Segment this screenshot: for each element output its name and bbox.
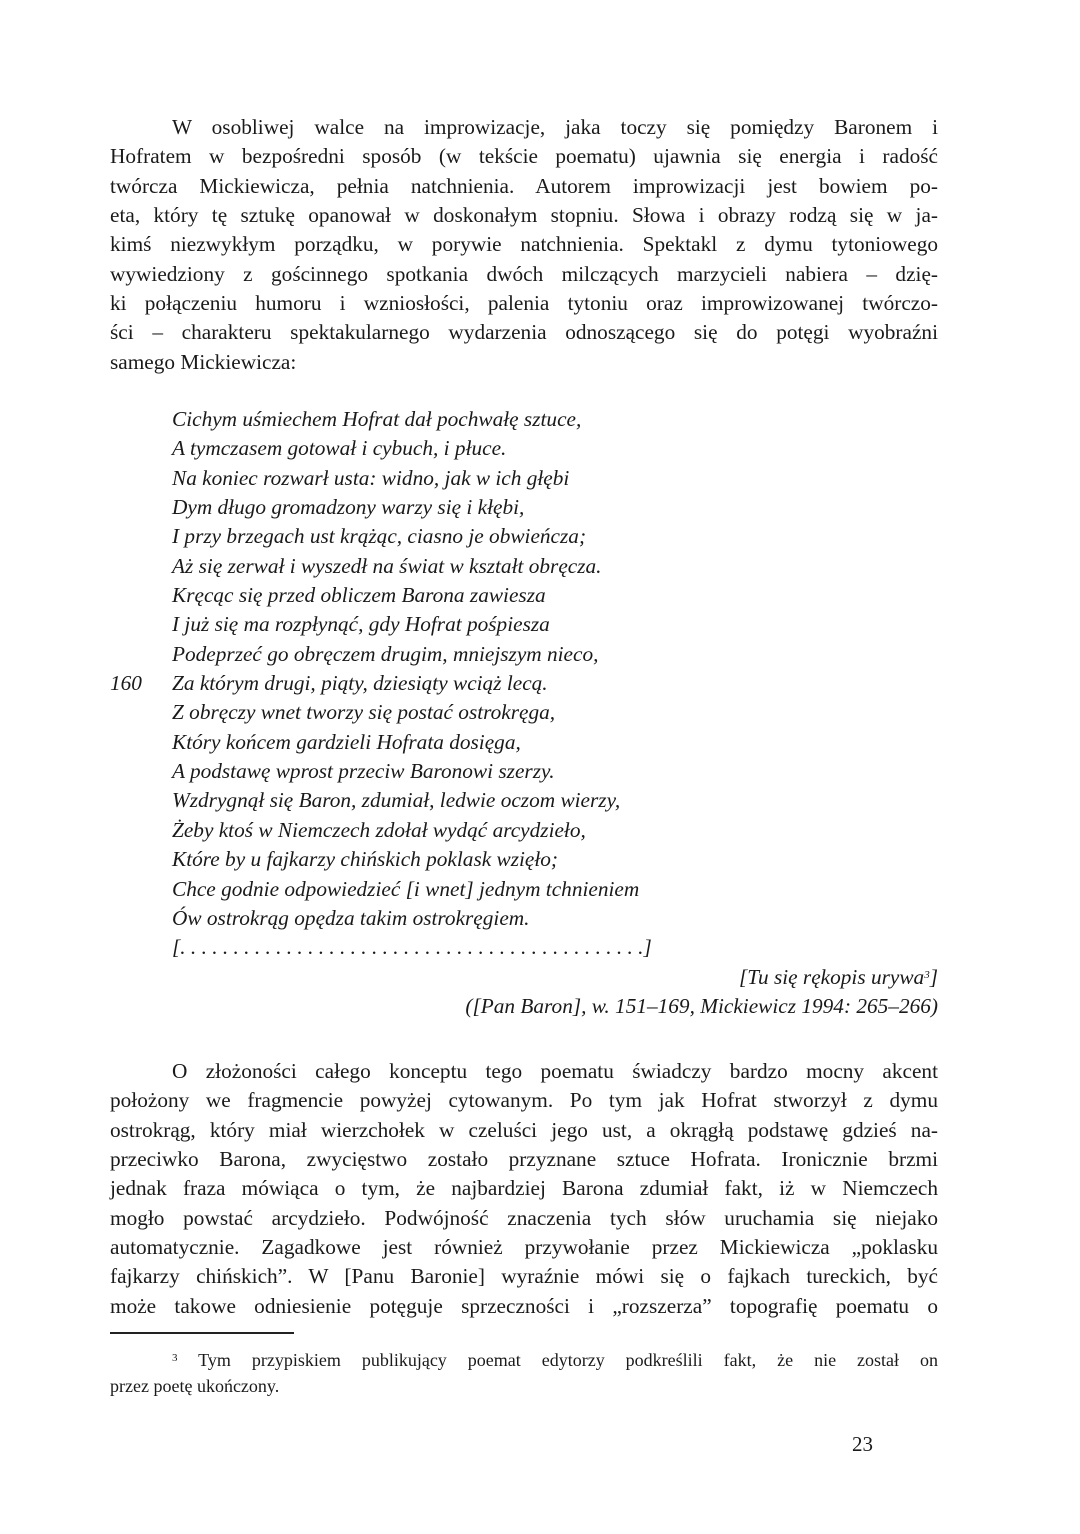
- poem-line: [110, 405, 938, 434]
- text-line: mogło powstać arcydzieło. Podwójność znaczenia tych słów uruchamia się niejako: [110, 1205, 938, 1230]
- poem-line-text: A podstawę wprost przeciw Baronowi szerzy.: [172, 759, 555, 784]
- text-line: może takowe odniesienie potęguje sprzeczności i „rozszerza” topografię poematu o: [110, 1293, 938, 1318]
- paragraph-1: [110, 113, 938, 377]
- text-line: fajkarzy chińskich”. W [Panu Baronie] wyraźnie mówi się o fajkach tureckich, być: [110, 1264, 938, 1289]
- poem-line: [110, 552, 938, 581]
- poem-line-text: Wzdrygnął się Baron, zdumiał, ledwie oczom wierzy,: [172, 788, 621, 813]
- footnote-ref: 3: [924, 968, 930, 981]
- poem-line-text: Na koniec rozwarł usta: widno, jak w ich głębi: [172, 465, 570, 490]
- text-line: samego Mickiewicza:: [110, 349, 297, 374]
- poem-line-text: Ów ostrokrąg opędza takim ostrokręgiem.: [172, 905, 530, 930]
- poem-line-text: I już się ma rozpłynąć, gdy Hofrat pośpiesza: [172, 612, 550, 637]
- poem-line-text: Dym długo gromadzony warzy się i kłębi,: [172, 495, 525, 520]
- footnote-divider: [110, 1332, 294, 1334]
- poem-line-text: Który końcem gardzieli Hofrata dosięga,: [172, 729, 521, 754]
- poem-line: [110, 640, 938, 669]
- poem-line: [110, 816, 938, 845]
- poem-line: [110, 786, 938, 815]
- text-line: przeciwko Barona, zwycięstwo zostało przyznane sztuce Hofrata. Ironicznie brzmi: [110, 1147, 938, 1172]
- poem-line: [110, 845, 938, 874]
- line-number: 160: [110, 671, 142, 696]
- poem-line-text: Kręcąc się przed obliczem Barona zawiesza: [172, 583, 546, 608]
- text-line: wywiedziony z gościnnego spotkania dwóch milczących marzycieli nabiera – dzię-: [110, 261, 938, 286]
- poem-line-text: Podeprzeć go obręczem drugim, mniejszym nieco,: [172, 641, 599, 666]
- paragraph-2: [110, 1057, 938, 1321]
- poem-line: [110, 875, 938, 904]
- text-line: ści – charakteru spektakularnego wydarzenia odnoszącego się do potęgi wyobraźni: [110, 320, 938, 345]
- note-close: ]: [929, 964, 938, 989]
- poem-line: [110, 698, 938, 727]
- footnote-line: [110, 1347, 938, 1373]
- manuscript-note: [110, 963, 938, 992]
- poem-quote: [110, 405, 938, 1021]
- poem-line-text: Chce godnie odpowiedzieć [i wnet] jednym tchnieniem: [172, 876, 640, 901]
- poem-line-text: I przy brzegach ust krążąc, ciasno je obwieńcza;: [172, 524, 587, 549]
- poem-line-text: Z obręczy wnet tworzy się postać ostrokręga,: [172, 700, 556, 725]
- text-line: ostrokrąg, który miał wierzchołek w czeluści jego ust, a okrągłą podstawę gdzieś na-: [110, 1117, 938, 1142]
- page-number: 23: [852, 1432, 873, 1456]
- text-line: ki połączeniu humoru i wzniosłości, palenia tytoniu oraz improwizowanej twórczo-: [110, 291, 938, 316]
- footnote-text: Tym przypiskiem publikujący poemat edytorzy podkreślili fakt, że nie został on: [177, 1350, 938, 1370]
- poem-line: [110, 933, 938, 962]
- text-line: twórcza Mickiewicza, pełnia natchnienia. Autorem improwizacji jest bowiem po-: [110, 173, 938, 198]
- text-line: kimś niezwykłym porządku, w porywie natchnienia. Spektakl z dymu tytoniowego: [110, 232, 938, 257]
- poem-line-text: A tymczasem gotował i cybuch, i płuce.: [172, 436, 507, 461]
- text-line: eta, który tę sztukę opanował w doskonałym stopniu. Słowa i obrazy rodzą się w ja-: [110, 203, 938, 228]
- text-line: położony we fragmencie powyżej cytowanym. Po tym jak Hofrat stworzył z dymu: [110, 1088, 938, 1113]
- poem-line: [110, 757, 938, 786]
- poem-line: [110, 581, 938, 610]
- poem-line-text: Żeby ktoś w Niemczech zdołał wydąć arcydzieło,: [172, 817, 586, 842]
- note-text: [Tu się rękopis urywa: [739, 964, 925, 989]
- poem-line-text: Za którym drugi, piąty, dziesiąty wciąż lecą.: [172, 671, 548, 696]
- poem-line: [110, 464, 938, 493]
- poem-line: [110, 610, 938, 639]
- text-line: automatycznie. Zagadkowe jest również przywołanie przez Mickiewicza „poklasku: [110, 1235, 938, 1260]
- poem-line: [110, 728, 938, 757]
- poem-line-text: Które by u fajkarzy chińskich poklask wzięło;: [172, 847, 559, 872]
- text-line: Hofratem w bezpośredni sposób (w tekście poematu) ujawnia się energia i radość: [110, 144, 938, 169]
- poem-line: [110, 434, 938, 463]
- footnote: [110, 1347, 938, 1399]
- poem-line: [110, 904, 938, 933]
- poem-line: [110, 522, 938, 551]
- citation: ([Pan Baron], w. 151–169, Mickiewicz 1994: 265–266): [465, 993, 938, 1018]
- poem-line: [110, 493, 938, 522]
- poem-line-text: Cichym uśmiechem Hofrat dał pochwałę sztuce,: [172, 407, 582, 431]
- footnote-line: przez poetę ukończony.: [110, 1376, 280, 1396]
- footnote-number: 3: [172, 1352, 178, 1364]
- text-line: O złożoności całego konceptu tego poematu świadczy bardzo mocny akcent: [172, 1059, 938, 1083]
- poem-line: [110, 669, 938, 698]
- poem-line-text: Aż się zerwał i wyszedł na świat w kształt obręcza.: [172, 553, 602, 578]
- text-line: W osobliwej walce na improwizacje, jaka toczy się pomiędzy Baronem i: [172, 115, 938, 139]
- text-line: jednak fraza mówiąca o tym, że najbardziej Barona zdumiał fakt, iż w Niemczech: [110, 1176, 938, 1201]
- poem-line-text: [. . . . . . . . . . . . . . . . . . . . . . . . . . . . . . . . . . . . . . . . . . . .]: [172, 935, 652, 960]
